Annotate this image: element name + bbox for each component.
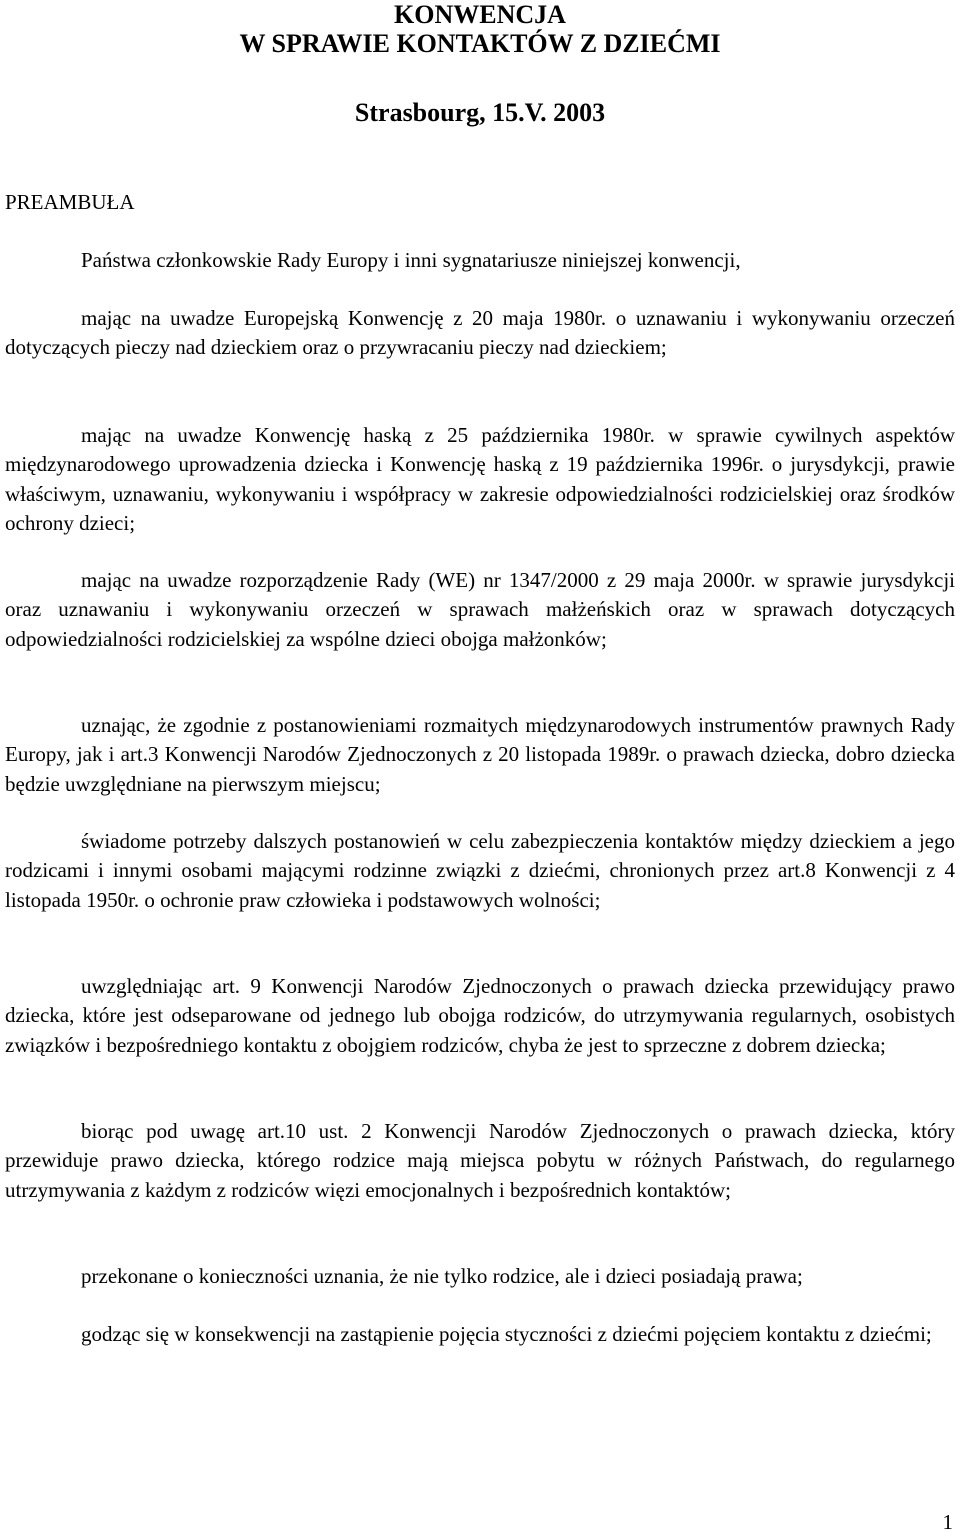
- paragraph-3: mając na uwadze Konwencję haską z 25 października 1980r. w sprawie cywilnych aspektów międzynarodowego uprowadzenia dziecka i Konwencję haską z 19 października 1996r. o jurysdykcji, prawie właściwym, uznawaniu, wykonywaniu i współpracy w zakresie odpowiedzialności rodzicielskiej oraz środków ochrony dzieci;: [5, 423, 955, 535]
- section-heading-preamble: PREAMBUŁA: [5, 190, 135, 214]
- place-and-date: Strasbourg, 15.V. 2003: [354, 98, 606, 127]
- document-page: [5, 0, 955, 1537]
- document-title-line-2: W SPRAWIE KONTAKTÓW Z DZIEĆMI: [239, 29, 721, 58]
- paragraph-2: mając na uwadze Europejską Konwencję z 20 maja 1980r. o uznawaniu i wykonywaniu orzeczeń dotyczących pieczy nad dzieckiem oraz o przywracaniu pieczy nad dzieckiem;: [5, 306, 955, 360]
- paragraph-8: biorąc pod uwagę art.10 ust. 2 Konwencji Narodów Zjednoczonych o prawach dziecka, który przewiduje prawo dziecka, którego rodzice mają miejsca pobytu w różnych Państwach, do regularnego utrzymywania z każdym z rodziców więzi emocjonalnych i bezpośrednich kontaktów;: [5, 1119, 955, 1202]
- paragraph-7: uwzględniając art. 9 Konwencji Narodów Zjednoczonych o prawach dziecka przewidujący prawo dziecka, które jest odseparowane od jednego lub obojga rodziców, do utrzymywania regularnych, osobistych związków i bezpośredniego kontaktu z obojgiem rodziców, chyba że jest to sprzeczne z dobrem dziecka;: [5, 974, 955, 1057]
- paragraph-10: godząc się w konsekwencji na zastąpienie pojęcia styczności z dziećmi pojęciem kontaktu z dziećmi;: [81, 1322, 932, 1346]
- paragraph-6: świadome potrzeby dalszych postanowień w celu zabezpieczenia kontaktów między dzieckiem a jego rodzicami i innymi osobami mającymi rodzinne związki z dziećmi, chronionych przez art.8 Konwencji z 4 listopada 1950r. o ochronie praw człowieka i podstawowych wolności;: [5, 829, 955, 912]
- paragraph-4: mając na uwadze rozporządzenie Rady (WE) nr 1347/2000 z 29 maja 2000r. w sprawie jurysdykcji oraz uznawaniu i wykonywaniu orzeczeń w sprawach małżeńskich oraz w sprawach dotyczących odpowiedzialności rodzicielskiej za wspólne dzieci obojga małżonków;: [5, 568, 955, 651]
- paragraph-9: przekonane o konieczności uznania, że nie tylko rodzice, ale i dzieci posiadają prawa;: [81, 1264, 803, 1288]
- document-title-line-1: KONWENCJA: [394, 0, 566, 29]
- paragraph-5: uznając, że zgodnie z postanowieniami rozmaitych międzynarodowych instrumentów prawnych Rady Europy, jak i art.3 Konwencji Narodów Zjednoczonych z 20 listopada 1989r. o prawach dziecka, dobro dziecka będzie uwzględniane na pierwszym miejscu;: [5, 713, 955, 796]
- paragraph-1: Państwa członkowskie Rady Europy i inni sygnatariusze niniejszej konwencji,: [81, 248, 741, 272]
- page-number: 1: [942, 1510, 953, 1534]
